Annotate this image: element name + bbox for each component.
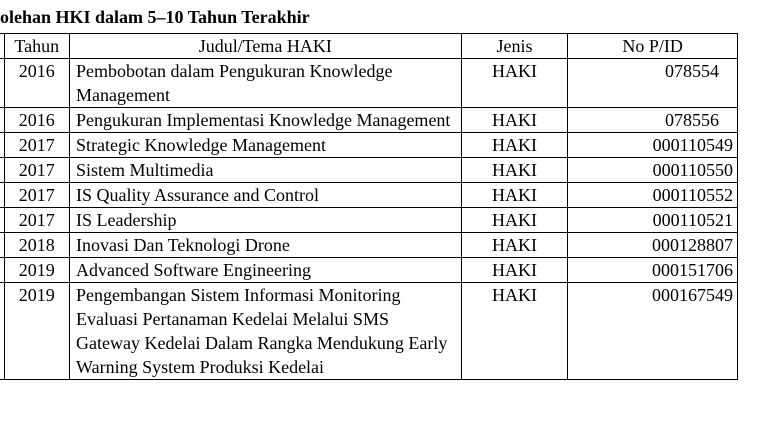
- id-cell: 000110549: [568, 133, 738, 158]
- id-cell: 000110552: [568, 183, 738, 208]
- type-cell: HAKI: [461, 208, 568, 233]
- id-cell: 000110550: [568, 158, 738, 183]
- id-cell: 078556: [568, 108, 738, 133]
- table-row: [0, 183, 738, 208]
- type-cell: HAKI: [461, 283, 568, 380]
- haki-table: [0, 33, 738, 380]
- title-cell: Sistem Multimedia: [70, 158, 462, 183]
- year-cell: 2017: [4, 208, 70, 233]
- title-cell: Inovasi Dan Teknologi Drone: [70, 233, 462, 258]
- title-cell: Pengukuran Implementasi Knowledge Management: [70, 108, 462, 133]
- document-heading: olehan HKI dalam 5–10 Tahun Terakhir: [0, 7, 310, 27]
- table-row: [0, 258, 738, 283]
- table-row: [0, 59, 738, 108]
- header-year: Tahun: [4, 34, 70, 59]
- table-row: [0, 283, 738, 380]
- type-cell: HAKI: [461, 183, 568, 208]
- year-cell: 2016: [4, 59, 70, 108]
- type-cell: HAKI: [461, 158, 568, 183]
- year-cell: 2019: [4, 283, 70, 380]
- header-title: Judul/Tema HAKI: [70, 34, 462, 59]
- table-row: [0, 133, 738, 158]
- id-cell: 000128807: [568, 233, 738, 258]
- year-cell: 2016: [4, 108, 70, 133]
- id-cell: 078554: [568, 59, 738, 108]
- type-cell: HAKI: [461, 59, 568, 108]
- title-cell: IS Leadership: [70, 208, 462, 233]
- title-cell: Strategic Knowledge Management: [70, 133, 462, 158]
- id-cell: 000167549: [568, 283, 738, 380]
- table-row: [0, 158, 738, 183]
- title-cell: IS Quality Assurance and Control: [70, 183, 462, 208]
- type-cell: HAKI: [461, 133, 568, 158]
- year-cell: 2017: [4, 183, 70, 208]
- type-cell: HAKI: [461, 233, 568, 258]
- type-cell: HAKI: [461, 258, 568, 283]
- year-cell: 2019: [4, 258, 70, 283]
- title-cell: Pembobotan dalam Pengukuran Knowledge Management: [70, 59, 462, 108]
- title-cell: Advanced Software Engineering: [70, 258, 462, 283]
- header-id: No P/ID: [568, 34, 738, 59]
- year-cell: 2018: [4, 233, 70, 258]
- title-cell: Pengembangan Sistem Informasi Monitoring Evaluasi Pertanaman Kedelai Melalui SMS Gateway Kedelai Dalam Rangka Mendukung Early Warning System Produksi Kedelai: [70, 283, 462, 380]
- table-row: [0, 108, 738, 133]
- year-cell: 2017: [4, 133, 70, 158]
- header-type: Jenis: [461, 34, 568, 59]
- table-header-row: [0, 34, 738, 59]
- id-cell: 000110521: [568, 208, 738, 233]
- table-row: [0, 208, 738, 233]
- type-cell: HAKI: [461, 108, 568, 133]
- table-row: [0, 233, 738, 258]
- year-cell: 2017: [4, 158, 70, 183]
- id-cell: 000151706: [568, 258, 738, 283]
